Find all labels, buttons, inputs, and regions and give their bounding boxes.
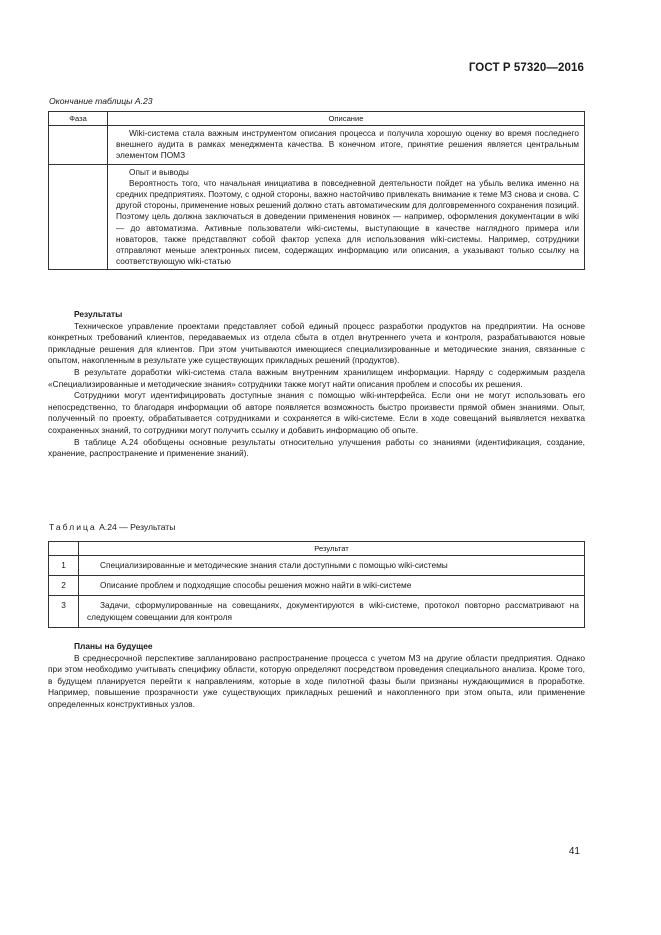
phase-cell xyxy=(49,126,108,165)
column-header-phase: Фаза xyxy=(49,112,108,126)
column-header-description: Описание xyxy=(108,112,585,126)
row-text xyxy=(79,596,585,627)
table-row xyxy=(49,556,585,576)
row-text-content: Специализированные и методические знания стали доступными с помощью wiki-системы xyxy=(100,560,448,570)
row-text xyxy=(79,556,585,576)
column-header-result: Результат xyxy=(79,542,585,556)
table-header-row xyxy=(49,542,585,556)
table-a23-caption: Окончание таблицы А.23 xyxy=(49,96,153,106)
description-cell xyxy=(108,126,585,165)
paragraph: Техническое управление проектами представляет собой единый процесс разработки продуктов на предприятии. На основе конкретных требований клиентов, передаваемых из отдела сбыта в отдел внутреннего учета и контроля, разрабатываются новые прикладные решения для клиентов. При этом учитываются имеющиеся специализированные и методические знания, связанные с опытом, накопленным в результате уже существующих прикладных решений (продуктов). xyxy=(48,320,585,366)
table-row xyxy=(49,576,585,596)
row-number: 2 xyxy=(49,576,79,596)
column-header-number xyxy=(49,542,79,556)
row-text: Вероятность того, что начальная инициатива в повседневной деятельности пойдет на убыль велика именно на средних предприятиях. Поэтому, с одной стороны, важно настойчиво привлекать внимание к теме МЗ снова и снова. С другой стороны, применение новых решений должно стать автоматическим для долговременного сохранения позиций. Поэтому цель должна заключаться в доведении применения новинок — например, оформления документации в wiki — до автоматизма. Активные пользователи wiki-системы, выступающие в качестве наглядного примера или новаторов, также представляют собой фактор успеха для использования wiki-системы. Например, сотрудники отправляют меньше электронных писем, содержащих информацию или описания, а указывают только ссылку на соответствующую wiki-статью xyxy=(116,177,579,267)
description-cell xyxy=(108,164,585,270)
paragraph: В таблице А.24 обобщены основные результаты относительно улучшения работы со знаниями (идентификация, создание, хранение, распространение и применение знаний). xyxy=(48,436,585,459)
row-number: 1 xyxy=(49,556,79,576)
row-text xyxy=(79,576,585,596)
paragraph: Сотрудники могут идентифицировать доступные знания с помощью wiki-интерфейса. Если они не могут использовать его непосредственно, то благодаря информации об авторе появляется возможность быстро произвести прямой обмен знаниями. Опыт, полученный по проекту, обрабатывается сотрудниками и сохраняется в wiki-системе. Если в ходе совещаний выявляется нехватка сохраненных знаний, то сотрудники могут получить ссылку и добавить информацию об опыте. xyxy=(48,390,585,435)
paragraph: В результате доработки wiki-система стала важным внутренним хранилищем информации. Наряду с содержимым раздела «Специализированные и методические знания» сотрудники также могут найти описания проблем и способы их решения. xyxy=(48,366,585,389)
plans-section xyxy=(48,641,585,711)
row-text-content: Задачи, сформулированные на совещаниях, документируются в wiki-системе, протокол повторно рассматривают на следующем совещании для контроля xyxy=(87,600,579,622)
paragraph: В среднесрочной перспективе запланировано распространение процесса с учетом МЗ на другие области предприятия. Однако при этом необходимо учитывать специфику области, которую определяют посредством проведения специального анализа. Кроме того, в будущем планируется перейти к направлениям, которые в ходе пилотной фазы были признаны нуждающимися в проработке. Например, повышение прозрачности уже существующих прикладных решений и накопленного при этом опыта, или применение определенных конструктивных узлов. xyxy=(48,652,585,709)
standard-header: ГОСТ Р 57320—2016 xyxy=(468,62,584,74)
caption-prefix: Таблица xyxy=(49,522,97,532)
table-row xyxy=(49,596,585,627)
table-a24-caption xyxy=(49,522,175,532)
row-title: Опыт и выводы xyxy=(129,166,189,177)
results-section xyxy=(48,309,585,460)
row-text: Wiki-система стала важным инструментом описания процесса и получила хорошую оценку во время последнего внешнего аудита в рамках менеджмента качества. В конечном итоге, принятие решения является центральным элементом ПОМЗ xyxy=(116,128,579,161)
results-heading: Результаты xyxy=(74,309,123,319)
phase-cell xyxy=(49,164,108,270)
table-header-row xyxy=(49,112,585,126)
table-row xyxy=(49,126,585,165)
caption-rest: А.24 — Результаты xyxy=(99,522,176,532)
table-a24 xyxy=(48,541,585,628)
plans-heading: Планы на будущее xyxy=(74,641,153,651)
row-number: 3 xyxy=(49,596,79,627)
table-a23 xyxy=(48,111,585,270)
page-number: 41 xyxy=(568,846,580,857)
table-row xyxy=(49,164,585,270)
row-text-content: Описание проблем и подходящие способы решения можно найти в wiki-системе xyxy=(100,580,412,591)
